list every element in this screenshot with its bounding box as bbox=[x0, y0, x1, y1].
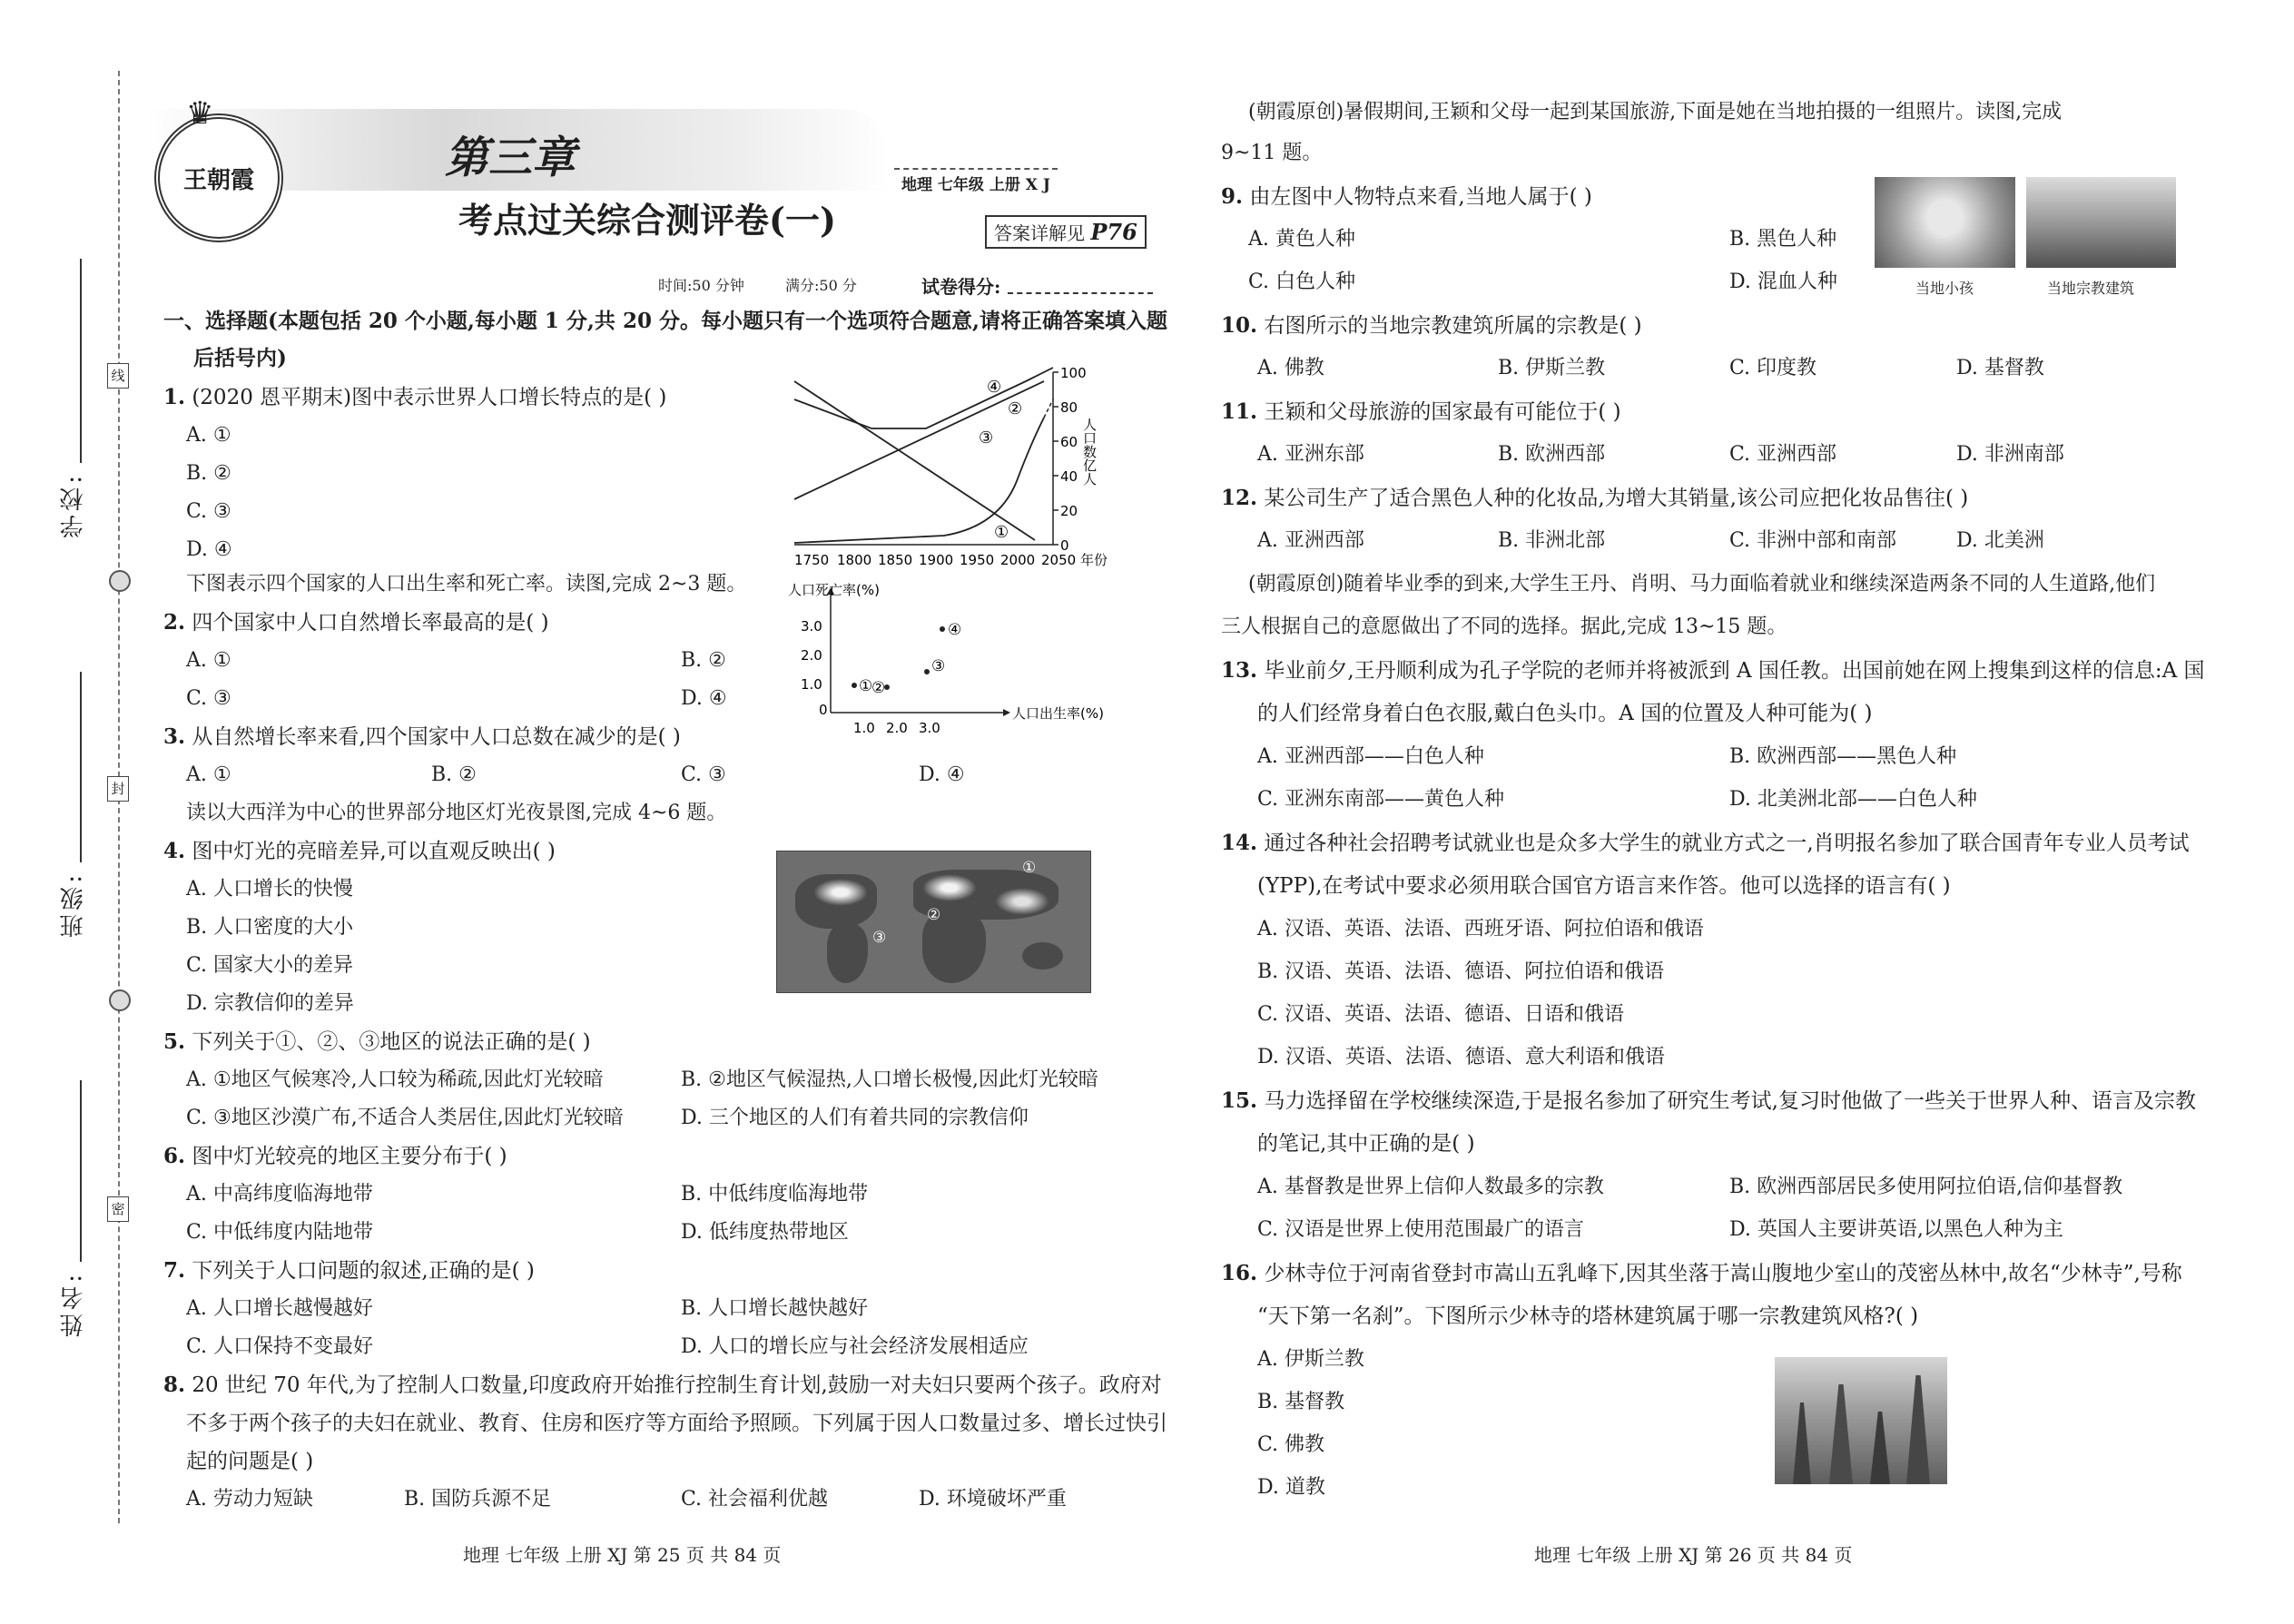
x-tick-2: 2.0 bbox=[886, 720, 908, 736]
q13-option-a[interactable]: A. 亚洲西部——白色人种 bbox=[1257, 745, 1484, 768]
q13-option-b[interactable]: B. 欧洲西部——黑色人种 bbox=[1729, 745, 1957, 768]
question-14: 14. 通过各种社会招聘考试就业也是众多大学生的就业方式之一,肖明报名参加了联合国青年专业人员考试 bbox=[1221, 831, 2190, 855]
q10-option-b[interactable]: B. 伊斯兰教 bbox=[1498, 357, 1606, 379]
x-tick-1750: 1750 bbox=[794, 552, 830, 568]
paper-score-blank[interactable] bbox=[1008, 292, 1153, 294]
y-tick-40: 40 bbox=[1060, 468, 1078, 485]
q8-option-a[interactable]: A. 劳动力短缺 bbox=[186, 1488, 313, 1511]
q1-option-d[interactable]: D. ④ bbox=[186, 538, 232, 561]
q1-option-c[interactable]: C. ③ bbox=[186, 500, 231, 523]
q7-option-c[interactable]: C. 人口保持不变最好 bbox=[186, 1335, 374, 1358]
intro-9-11: (朝霞原创)暑假期间,王颖和父母一起到某国旅游,下面是她在当地拍摄的一组照片。读图,完成 bbox=[1248, 101, 2063, 123]
y-tick-2: 2.0 bbox=[801, 647, 822, 664]
x-tick-1800: 1800 bbox=[837, 552, 872, 568]
q4-option-b[interactable]: B. 人口密度的大小 bbox=[186, 916, 354, 939]
question-7: 7. 下列关于人口问题的叙述,正确的是( ) bbox=[163, 1258, 535, 1283]
time-label: 时间:50 分钟 bbox=[658, 277, 744, 294]
question-16: 16. 少林寺位于河南省登封市嵩山五乳峰下,因其坐落于嵩山腹地少室山的茂密丛林中,故名“少林寺”,号称 bbox=[1221, 1261, 2182, 1285]
point-label-2: ② bbox=[871, 679, 886, 697]
y-tick-80: 80 bbox=[1060, 399, 1078, 416]
q5-option-d[interactable]: D. 三个地区的人们有着共同的宗教信仰 bbox=[681, 1107, 1029, 1129]
y-tick-100: 100 bbox=[1060, 365, 1087, 381]
map-label-2: ② bbox=[927, 906, 941, 924]
y-tick-3: 3.0 bbox=[801, 618, 822, 635]
q2-option-b[interactable]: B. ② bbox=[681, 649, 726, 672]
x-axis-suffix: 年份 bbox=[1080, 552, 1108, 568]
class-label: 班级: bbox=[60, 871, 87, 938]
map-landmass bbox=[827, 924, 868, 983]
q6-option-a[interactable]: A. 中高纬度临海地带 bbox=[186, 1183, 373, 1206]
q14-option-d[interactable]: D. 汉语、英语、法语、德语、意大利语和俄语 bbox=[1257, 1046, 1665, 1068]
x-tick-1: 1.0 bbox=[853, 720, 875, 736]
subject-tag: 地理 七年级 上册 X J bbox=[894, 168, 1058, 196]
night-lights-map bbox=[776, 851, 1091, 993]
line-label-2: ② bbox=[1008, 399, 1023, 418]
answer-ref-prefix: 答案详解见 bbox=[994, 222, 1085, 244]
q5-option-b[interactable]: B. ②地区气候湿热,人口增长极慢,因此灯光较暗 bbox=[681, 1068, 1098, 1091]
x-tick-1950: 1950 bbox=[960, 552, 995, 568]
q11-option-d[interactable]: D. 非洲南部 bbox=[1956, 443, 2064, 466]
q1-option-a[interactable]: A. ① bbox=[186, 424, 231, 447]
q2-option-a[interactable]: A. ① bbox=[186, 649, 231, 672]
x-tick-2000: 2000 bbox=[1000, 552, 1036, 568]
q16-option-c[interactable]: C. 佛教 bbox=[1257, 1433, 1325, 1456]
q15-option-a[interactable]: A. 基督教是世界上信仰人数最多的宗教 bbox=[1257, 1176, 1604, 1198]
pagoda-forest-photo bbox=[1775, 1357, 1947, 1484]
name-blank bbox=[80, 1080, 82, 1262]
q12-option-d[interactable]: D. 北美洲 bbox=[1956, 529, 2044, 552]
q3-option-a[interactable]: A. ① bbox=[186, 763, 231, 786]
q12-option-a[interactable]: A. 亚洲西部 bbox=[1257, 529, 1364, 552]
x-tick-2050: 2050 bbox=[1041, 552, 1077, 568]
y-axis-label: 人口死亡率(%) bbox=[788, 582, 880, 598]
q8-option-d[interactable]: D. 环境破坏严重 bbox=[919, 1488, 1067, 1511]
q16-option-a[interactable]: A. 伊斯兰教 bbox=[1257, 1348, 1364, 1371]
answer-ref-box bbox=[985, 215, 1147, 249]
question-4: 4. 图中灯光的亮暗差异,可以直观反映出( ) bbox=[163, 839, 556, 863]
seal-mark-secret: 密 bbox=[107, 1196, 129, 1222]
question-1: 1. (2020 恩平期末)图中表示世界人口增长特点的是( ) bbox=[163, 385, 667, 409]
line-3 bbox=[794, 381, 1044, 499]
q15-option-d[interactable]: D. 英国人主要讲英语,以黑色人种为主 bbox=[1729, 1218, 2063, 1241]
question-16-line2: “天下第一名刹”。下图所示少林寺的塔林建筑属于哪一宗教建筑风格?( ) bbox=[1257, 1304, 1919, 1328]
q3-option-d[interactable]: D. ④ bbox=[919, 763, 965, 786]
logo-text: 王朝霞 bbox=[182, 166, 254, 194]
q14-option-b[interactable]: B. 汉语、英语、法语、德语、阿拉伯语和俄语 bbox=[1257, 960, 1665, 983]
q16-option-b[interactable]: B. 基督教 bbox=[1257, 1391, 1345, 1413]
school-label: 学校: bbox=[60, 472, 87, 538]
line-label-1: ① bbox=[994, 523, 1009, 542]
question-2: 2. 四个国家中人口自然增长率最高的是( ) bbox=[163, 610, 549, 635]
pagoda-shape bbox=[1793, 1403, 1811, 1484]
x-tick-1900: 1900 bbox=[919, 552, 954, 568]
religious-building-photo bbox=[2026, 177, 2176, 268]
q15-option-c[interactable]: C. 汉语是世界上使用范围最广的语言 bbox=[1257, 1218, 1585, 1241]
q11-option-b[interactable]: B. 欧洲西部 bbox=[1498, 443, 1606, 466]
q2-option-d[interactable]: D. ④ bbox=[681, 687, 727, 710]
q2-option-c[interactable]: C. ③ bbox=[186, 687, 231, 710]
question-13: 13. 毕业前夕,王丹顺利成为孔子学院的老师并将被派到 A 国任教。出国前她在网上搜集到这样的信息:A 国 bbox=[1221, 658, 2205, 683]
photo-caption-building: 当地宗教建筑 bbox=[2047, 280, 2135, 297]
q3-option-c[interactable]: C. ③ bbox=[681, 763, 726, 786]
population-growth-chart bbox=[781, 363, 1126, 572]
birth-death-rate-chart bbox=[781, 576, 1126, 740]
photo-caption-child: 当地小孩 bbox=[1915, 280, 1974, 297]
point-label-3: ③ bbox=[931, 657, 946, 675]
q12-option-b[interactable]: B. 非洲北部 bbox=[1498, 529, 1606, 552]
q6-option-d[interactable]: D. 低纬度热带地区 bbox=[681, 1221, 849, 1244]
question-6: 6. 图中灯光较亮的地区主要分布于( ) bbox=[163, 1144, 507, 1168]
q11-option-c[interactable]: C. 亚洲西部 bbox=[1729, 443, 1837, 466]
map-lights bbox=[995, 888, 1049, 915]
y-tick-60: 60 bbox=[1060, 434, 1078, 450]
x-axis-label: 人口出生率(%) bbox=[1012, 705, 1104, 722]
q6-option-c[interactable]: C. 中低纬度内陆地带 bbox=[186, 1221, 374, 1244]
question-3: 3. 从自然增长率来看,四个国家中人口总数在减少的是( ) bbox=[163, 724, 681, 749]
question-15: 15. 马力选择留在学校继续深造,于是报名参加了研究生考试,复习时他做了一些关于世界人种、语言及宗教 bbox=[1221, 1088, 2196, 1113]
line-2-projection bbox=[1044, 399, 1053, 418]
q13-option-c[interactable]: C. 亚洲东南部——黄色人种 bbox=[1257, 788, 1505, 811]
q9-option-c[interactable]: C. 白色人种 bbox=[1248, 271, 1356, 293]
q10-option-a[interactable]: A. 佛教 bbox=[1257, 357, 1324, 379]
q14-option-a[interactable]: A. 汉语、英语、法语、西班牙语、阿拉伯语和俄语 bbox=[1257, 918, 1704, 940]
map-lights bbox=[922, 874, 977, 901]
logo-badge bbox=[154, 113, 283, 242]
intro-9-11-line2: 9~11 题。 bbox=[1221, 142, 1323, 164]
y-tick-20: 20 bbox=[1060, 503, 1078, 519]
q7-option-d[interactable]: D. 人口的增长应与社会经济发展相适应 bbox=[681, 1335, 1029, 1358]
map-label-3: ③ bbox=[872, 929, 887, 947]
q8-option-b[interactable]: B. 国防兵源不足 bbox=[404, 1488, 552, 1511]
seal-mark-seal: 封 bbox=[107, 776, 129, 802]
question-8-line3: 起的问题是( ) bbox=[186, 1450, 314, 1473]
question-8-line2: 不多于两个孩子的夫妇在就业、教育、住房和医疗等方面给予照顾。下列属于因人口数量过多、增长过快引 bbox=[186, 1412, 1167, 1435]
point-1 bbox=[852, 683, 857, 688]
section1-heading-line2: 后括号内) bbox=[193, 346, 287, 370]
question-12: 12. 某公司生产了适合黑色人种的化妆品,为增大其销量,该公司应把化妆品售往( ) bbox=[1221, 486, 1969, 510]
logo-crown-icon: ♛ bbox=[186, 95, 214, 132]
q8-option-c[interactable]: C. 社会福利优越 bbox=[681, 1488, 829, 1511]
q9-option-b[interactable]: B. 黑色人种 bbox=[1729, 228, 1837, 251]
q14-option-c[interactable]: C. 汉语、英语、法语、德语、日语和俄语 bbox=[1257, 1003, 1625, 1026]
point-4 bbox=[940, 626, 945, 632]
q3-option-b[interactable]: B. ② bbox=[431, 763, 477, 786]
point-label-4: ④ bbox=[948, 621, 962, 639]
point-3 bbox=[924, 669, 930, 674]
q1-option-b[interactable]: B. ② bbox=[186, 462, 231, 485]
class-blank bbox=[80, 672, 82, 862]
x-tick-3: 3.0 bbox=[919, 720, 940, 736]
x-tick-1850: 1850 bbox=[878, 552, 913, 568]
q9-option-d[interactable]: D. 混血人种 bbox=[1729, 271, 1837, 293]
q12-option-c[interactable]: C. 非洲中部和南部 bbox=[1729, 529, 1897, 552]
point-label-1: ① bbox=[859, 677, 873, 695]
q6-option-b[interactable]: B. 中低纬度临海地带 bbox=[681, 1183, 869, 1206]
q15-option-b[interactable]: B. 欧洲西部居民多使用阿拉伯语,信仰基督教 bbox=[1729, 1176, 2123, 1198]
test-title: 考点过关综合测评卷(一) bbox=[458, 200, 836, 241]
q7-option-a[interactable]: A. 人口增长越慢越好 bbox=[186, 1297, 373, 1320]
paper-score-label: 试卷得分: bbox=[921, 276, 1001, 298]
score-label: 满分:50 分 bbox=[785, 277, 857, 294]
question-10: 10. 右图所示的当地宗教建筑所属的宗教是( ) bbox=[1221, 313, 1642, 338]
binding-hole-icon bbox=[109, 989, 131, 1011]
line-4 bbox=[794, 368, 1053, 428]
intro-2-3: 下图表示四个国家的人口出生率和死亡率。读图,完成 2~3 题。 bbox=[186, 573, 747, 595]
question-14-line2: (YPP),在考试中要求必须用联合国官方语言来作答。他可以选择的语言有( ) bbox=[1257, 874, 1951, 898]
question-9: 9. 由左图中人物特点来看,当地人属于( ) bbox=[1221, 184, 1592, 209]
pagoda-shape bbox=[1906, 1375, 1930, 1484]
map-landmass bbox=[1022, 942, 1063, 969]
q9-option-a[interactable]: A. 黄色人种 bbox=[1248, 228, 1355, 251]
name-label: 姓名: bbox=[60, 1271, 87, 1337]
q5-option-a[interactable]: A. ①地区气候寒冷,人口较为稀疏,因此灯光较暗 bbox=[186, 1068, 604, 1091]
pagoda-shape bbox=[1870, 1412, 1890, 1484]
q11-option-a[interactable]: A. 亚洲东部 bbox=[1257, 443, 1364, 466]
footer-right: 地理 七年级 上册 XJ 第 26 页 共 84 页 bbox=[1534, 1544, 1853, 1566]
section1-heading: 一、选择题(本题包括 20 个小题,每小题 1 分,共 20 分。每小题只有一个选项符合题意,请将正确答案填入题 bbox=[163, 309, 1167, 333]
q4-option-c[interactable]: C. 国家大小的差异 bbox=[186, 954, 354, 977]
chapter-title: 第三章 bbox=[445, 133, 576, 183]
question-11: 11. 王颖和父母旅游的国家最有可能位于( ) bbox=[1221, 399, 1621, 424]
q10-option-c[interactable]: C. 印度教 bbox=[1729, 357, 1817, 379]
pagoda-shape bbox=[1829, 1384, 1853, 1484]
line-1 bbox=[794, 381, 1035, 540]
school-blank bbox=[80, 259, 82, 463]
origin-label: 0 bbox=[819, 702, 828, 718]
intro-4-6: 读以大西洋为中心的世界部分地区灯光夜景图,完成 4~6 题。 bbox=[186, 802, 727, 824]
binding-hole-icon bbox=[109, 570, 131, 592]
question-15-line2: 的笔记,其中正确的是( ) bbox=[1257, 1132, 1475, 1156]
q5-option-c[interactable]: C. ③地区沙漠广布,不适合人类居住,因此灯光较暗 bbox=[186, 1107, 624, 1129]
q7-option-b[interactable]: B. 人口增长越快越好 bbox=[681, 1297, 869, 1320]
seal-mark-line: 线 bbox=[107, 363, 129, 389]
answer-ref-page: P76 bbox=[1090, 219, 1137, 245]
question-13-line2: 的人们经常身着白色衣服,戴白色头巾。A 国的位置及人种可能为( ) bbox=[1257, 702, 1873, 725]
y-tick-1: 1.0 bbox=[801, 676, 822, 693]
intro-13-15: (朝霞原创)随着毕业季的到来,大学生王丹、肖明、马力面临着就业和继续深造两条不同的人生道路,他们 bbox=[1248, 573, 2156, 595]
intro-13-15-line2: 三人根据自己的意愿做出了不同的选择。据此,完成 13~15 题。 bbox=[1221, 615, 1787, 638]
q16-option-d[interactable]: D. 道教 bbox=[1257, 1476, 1325, 1499]
map-label-1: ① bbox=[1022, 859, 1037, 877]
question-8: 8. 20 世纪 70 年代,为了控制人口数量,印度政府开始推行控制生育计划,鼓励一对夫妇只要两个孩子。政府对 bbox=[163, 1373, 1162, 1397]
q4-option-a[interactable]: A. 人口增长的快慢 bbox=[186, 878, 353, 901]
question-5: 5. 下列关于①、②、③地区的说法正确的是( ) bbox=[163, 1029, 591, 1054]
line-label-3: ③ bbox=[979, 428, 994, 448]
q4-option-d[interactable]: D. 宗教信仰的差异 bbox=[186, 992, 354, 1015]
q10-option-d[interactable]: D. 基督教 bbox=[1956, 357, 2044, 379]
footer-left: 地理 七年级 上册 XJ 第 25 页 共 84 页 bbox=[463, 1544, 782, 1566]
y-axis-label: 人口数亿人 bbox=[1081, 418, 1098, 486]
y-tick-0: 0 bbox=[1060, 537, 1069, 554]
local-child-photo bbox=[1875, 177, 2015, 268]
q13-option-d[interactable]: D. 北美洲北部——白色人种 bbox=[1729, 788, 1977, 811]
line-label-4: ④ bbox=[987, 378, 1002, 397]
map-lights bbox=[813, 879, 868, 906]
